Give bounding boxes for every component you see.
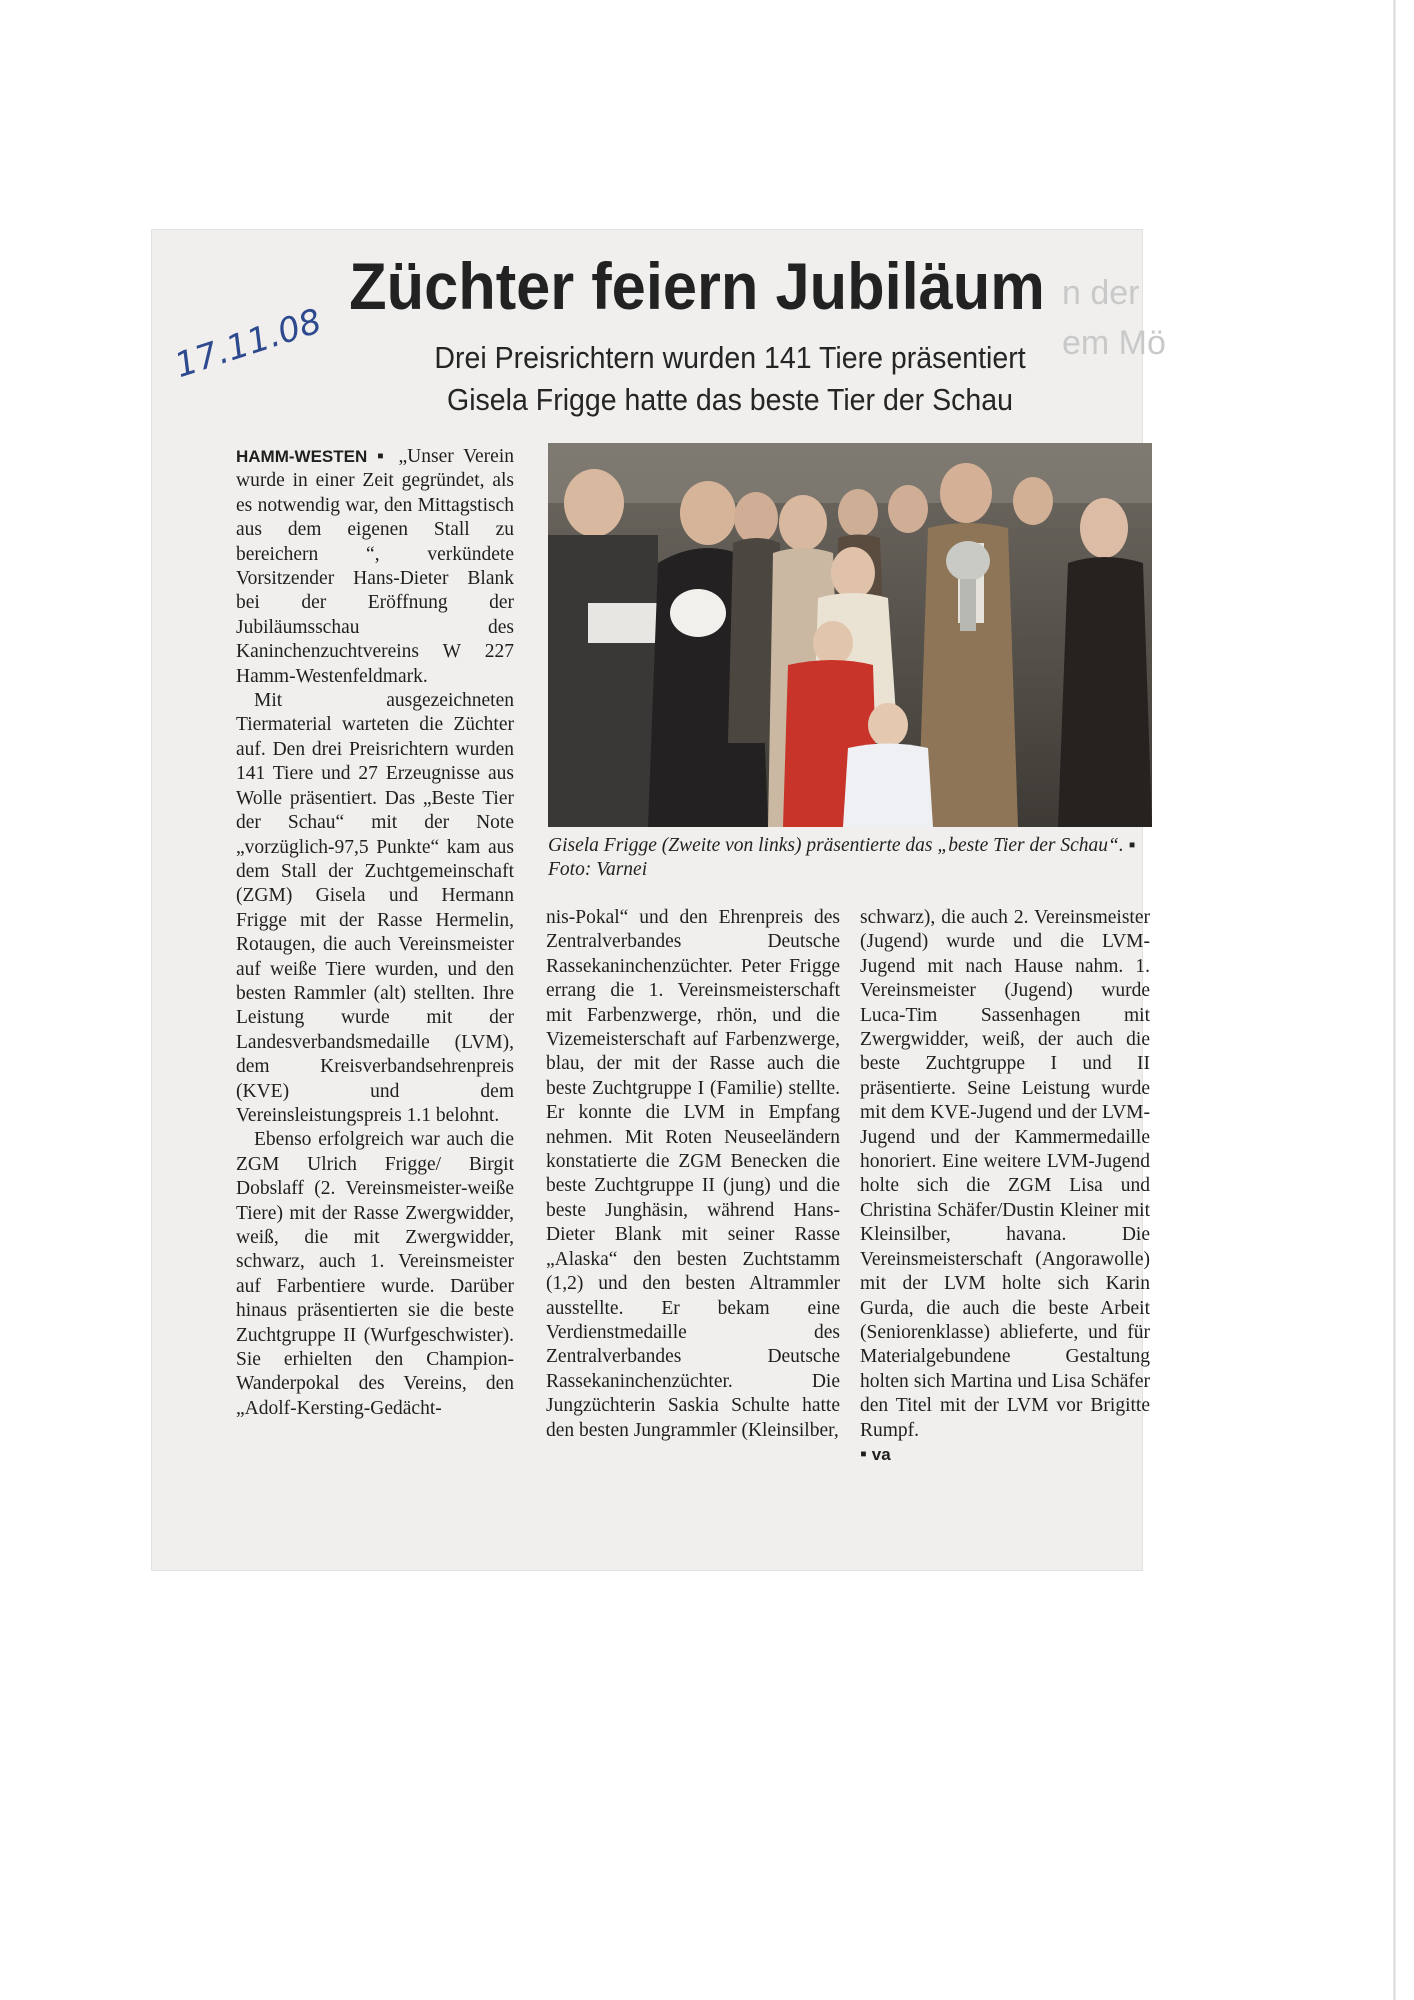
article-column-1 — [236, 445, 514, 1421]
paragraph: ▪ va — [860, 1443, 891, 1465]
paragraph: HAMM-WESTEN ▪ „Unser Verein wurde in einer Zeit gegründet, als es notwendig war, den Mittagstisch aus dem eigenen Stall zu bereichern “, verkündete Vorsitzender Hans-Dieter Blank bei der Eröffnung der Jubiläumsschau des Kaninchenzuchtvereins W 227 Hamm-Westenfeldmark. — [236, 446, 514, 687]
photo-caption: Gisela Frigge (Zweite von links) präsentierte das „beste Tier der Schau“. ▪ Foto: Varnei — [548, 835, 1136, 880]
paragraph: Ebenso erfolgreich war auch die ZGM Ulrich Frigge/ Birgit Dobslaff (2. Vereinsmeister-weiße Tiere) mit der Rasse Zwergwidder, weiß, die mit Zwergwidder, schwarz, auch 1. Vereinsmeister auf Farbentiere wurde. Darüber hinaus präsentierten sie die beste Zuchtgruppe II (Wurfgeschwister). Sie erhielten den Champion-Wanderpokal des Vereins, den „Adolf-Kersting-Gedächt- — [236, 1129, 514, 1419]
article-column-3 — [860, 906, 1150, 1467]
subheadline-1: Drei Preisrichtern wurden 141 Tiere präsentiert — [434, 340, 1026, 375]
bleed-text: em Mö — [1062, 324, 1166, 362]
handwritten-date: 17.11.08 — [170, 301, 327, 387]
paragraph: schwarz), die auch 2. Vereinsmeister (Jugend) wurde und die LVM-Jugend mit nach Hause nahm. 1. Vereinsmeister (Jugend) wurde Luca-Tim Sassenhagen mit Zwergwidder, weiß, der auch die beste Zuchtgruppe I und II präsentierte. Seine Leistung wurde mit dem KVE-Jugend und der LVM-Jugend und der Kammermedaille honoriert. Eine weitere LVM-Jugend holte sich die ZGM Lisa und Christina Schäfer/Dustin Kleiner mit Kleinsilber, havana. Die Vereinsmeisterschaft (Angorawolle) mit der LVM holte sich Karin Gurda, die auch die beste Arbeit (Seniorenklasse) ablieferte, und für Materialgebundene Gestaltung holten sich Martina und Lisa Schäfer den Titel mit der LVM vor Brigitte Rumpf. — [860, 907, 1150, 1441]
author-signature: va — [871, 1444, 891, 1464]
subheadline-2: Gisela Frigge hatte das beste Tier der Schau — [447, 382, 1013, 417]
headline: Züchter feiern Jubiläum — [349, 249, 1045, 323]
photo-illustration — [548, 443, 1152, 827]
group-photo — [548, 443, 1152, 827]
paragraph-text: „Unser Verein wurde in einer Zeit gegründet, als es notwendig war, den Mittagstisch aus dem eigenen Stall zu bereichern “, verkündete Vorsitzender Hans-Dieter Blank bei der Eröffnung der Jubiläumsschau des Kaninchenzuchtvereins W 227 Hamm-Westenfeldmark. — [236, 446, 514, 687]
scan-edge-line — [1393, 0, 1396, 2000]
dateline: HAMM-WESTEN — [236, 447, 368, 466]
article-column-2 — [546, 906, 840, 1443]
paragraph: Mit ausgezeichneten Tiermaterial warteten die Züchter auf. Den drei Preisrichtern wurden 141 Tiere und 27 Erzeugnisse aus Wolle präsentiert. Das „Beste Tier der Schau“ mit der Note „vorzüglich-97,5 Punkte“ kam aus dem Stall der Zuchtgemeinschaft (ZGM) Gisela und Hermann Frigge mit der Rasse Hermelin, Rotaugen, die auch Vereinsmeister auf weiße Tiere wurden, und den besten Rammler (alt) stellten. Ihre Leistung wurde mit der Landesverbandsmedaille (LVM), dem Kreisverbandsehrenpreis (KVE) und dem Vereinsleistungspreis 1.1 belohnt. — [236, 690, 514, 1126]
paragraph: nis-Pokal“ und den Ehrenpreis des Zentralverbandes Deutsche Rassekaninchenzüchter. Peter Frigge errang die 1. Vereinsmeisterschaft mit Farbenzwerge, rhön, und die Vizemeisterschaft auf Farbenzwerge, blau, der mit der Rasse auch die beste Zuchtgruppe I (Familie) stellte. Er konnte die LVM in Empfang nehmen. Mit Roten Neuseeländern konstatierte die ZGM Benecken die beste Zuchtgruppe II (jung) und die beste Junghäsin, während Hans-Dieter Blank mit seiner Rasse „Alaska“ den besten Zuchtstamm (1,2) und den besten Altrammler ausstellte. Er bekam eine Verdienstmedaille des Zentralverbandes Deutsche Rassekaninchenzüchter. Die Jungzüchterin Saskia Schulte hatte den besten Jungrammler (Kleinsilber, — [546, 907, 840, 1441]
bleed-text: n der — [1062, 274, 1140, 312]
